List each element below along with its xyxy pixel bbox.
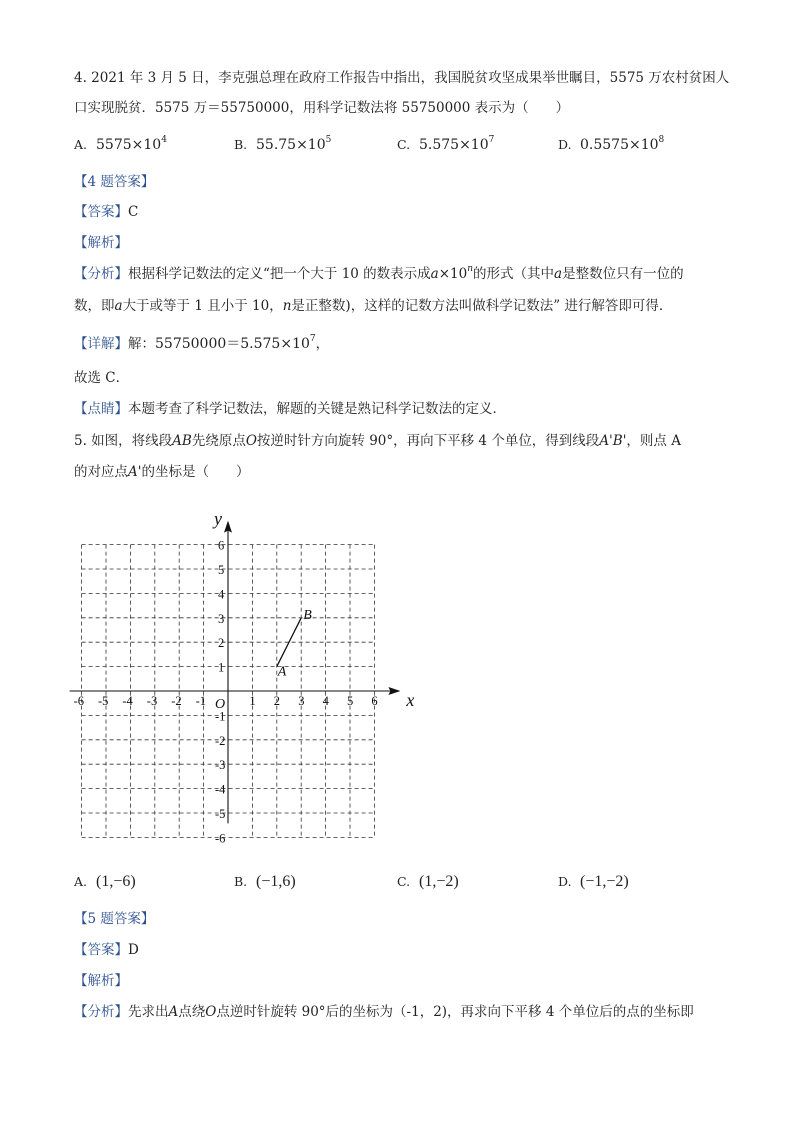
- q5-stem-line2: 的对应点A'的坐标是（ ）: [74, 464, 250, 480]
- x-tick-label: -6: [73, 694, 85, 708]
- q4-fenxi-line1: 【分析】根据科学记数法的定义“把一个大于 10 的数表示成$a\times 10^n$的形式（其中a是整数位只有一位的: [74, 264, 684, 282]
- q5-option-a: A. (1,−6): [74, 873, 136, 890]
- x-tick-label: -5: [98, 694, 109, 708]
- q5-option-c: C. (1,−2): [397, 873, 459, 890]
- x-tick-label: -3: [146, 694, 158, 708]
- x-tick-label: 2: [273, 694, 281, 708]
- point-b-label: B: [303, 607, 312, 623]
- x-tick-label: 6: [371, 694, 378, 708]
- point-a-label: A: [277, 664, 287, 680]
- q4-analysis-header: 【解析】: [74, 235, 128, 251]
- q4-stem-line1: 4. 2021 年 3 月 5 日，李克强总理在政府工作报告中指出，我国脱贫攻坚成果举世瞩目，5575 万农村贫困人: [74, 70, 730, 86]
- q4-answer-header: 【4 题答案】: [74, 174, 155, 190]
- q4-option-d: D. $0.5575\times 10^8$: [558, 135, 665, 153]
- y-tick-label: -6: [215, 831, 226, 846]
- q4-xiangjie: 【详解】解：$55750000=5.575\times 10^7$，: [74, 334, 330, 352]
- y-tick-label: 3: [218, 611, 225, 626]
- q5-stem-line1: 5. 如图，将线段AB先绕原点O按逆时针方向旋转 90°，再向下平移 4 个单位，得到线段A'B'，则点 A: [74, 433, 681, 449]
- y-tick-label: 6: [218, 538, 225, 553]
- x-tick-label: 3: [298, 694, 305, 708]
- q4-conclusion: 故选 C．: [74, 370, 130, 386]
- q4-option-a: A. $5575\times 10^4$: [74, 135, 167, 153]
- q5-analysis-header: 【解析】: [74, 973, 128, 989]
- y-tick-label: -1: [215, 709, 226, 724]
- q5-answer: 【答案】D: [74, 942, 139, 958]
- q4-stem-line2: 口实现脱贫．5575 万＝55750000，用科学记数法将 55750000 表示为（ ）: [74, 100, 570, 116]
- q5-answer-header: 【5 题答案】: [74, 911, 155, 927]
- q4-answer: 【答案】C: [74, 204, 139, 220]
- y-tick-label: 1: [218, 660, 225, 675]
- q4-fenxi-line2: 数，即a大于或等于 1 且小于 10，n是正整数)，这样的记数方法叫做科学记数法” 进行解答即可得．: [74, 298, 673, 314]
- q5-option-b: B. (−1,6): [234, 873, 296, 890]
- x-tick-label: -2: [171, 694, 182, 708]
- x-axis-label: x: [406, 690, 415, 710]
- tick-labels: [74, 539, 378, 846]
- y-tick-label: -3: [215, 758, 226, 773]
- y-tick-label: 5: [218, 563, 225, 577]
- x-tick-label: 4: [322, 694, 329, 708]
- x-tick-label: -4: [122, 694, 133, 708]
- y-tick-label: -4: [215, 782, 226, 797]
- x-tick-label: 5: [347, 694, 354, 708]
- q4-dianjing: 【点睛】本题考查了科学记数法，解题的关键是熟记科学记数法的定义．: [74, 401, 506, 417]
- y-tick-label: 4: [218, 587, 225, 602]
- axes: [70, 509, 415, 824]
- q5-option-d: D. (−1,−2): [558, 873, 629, 890]
- q5-fenxi: 【分析】先求出A点绕O点逆时针旋转 90°后的坐标为（-1，2)，再求向下平移 4 个单位后的点的坐标即: [74, 1004, 694, 1020]
- origin-label: O: [215, 697, 226, 712]
- y-tick-label: -2: [215, 733, 226, 748]
- y-tick-label: 2: [218, 636, 225, 651]
- x-tick-label: 1: [249, 694, 256, 708]
- x-tick-label: -1: [195, 694, 207, 708]
- y-axis-label: y: [214, 508, 222, 529]
- q4-option-b: B. $55.75\times 10^5$: [234, 135, 332, 153]
- y-tick-label: -5: [215, 807, 226, 821]
- q4-option-c: C. $5.575\times 10^7$: [397, 135, 495, 153]
- coordinate-grid-figure: [60, 495, 415, 865]
- segment-layer: [277, 608, 312, 680]
